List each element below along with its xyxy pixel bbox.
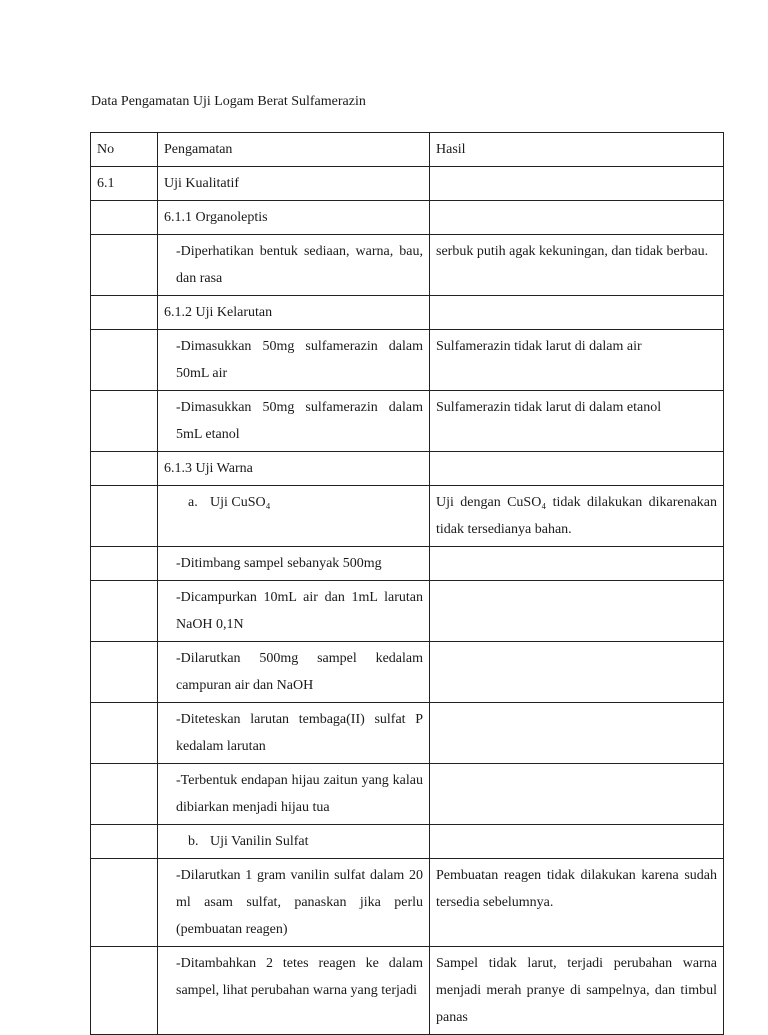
row-result: Sampel tidak larut, terjadi perubahan warna menjadi merah pranye di sampelnya, dan timbul panas (430, 947, 724, 1035)
row-observation: -Ditambahkan 2 tetes reagen ke dalam sampel, lihat perubahan warna yang terjadi (158, 947, 430, 1035)
row-no (91, 859, 158, 947)
list-index: a. (188, 495, 198, 510)
row-result (430, 296, 724, 330)
table-header-row (91, 133, 724, 167)
row-observation: -Dimasukkan 50mg sulfamerazin dalam 5mL etanol (158, 391, 430, 452)
document-title: Data Pengamatan Uji Logam Berat Sulfamerazin (91, 94, 366, 109)
row-result: Uji dengan CuSO₄ tidak dilakukan dikarenakan tidak tersedianya bahan. (430, 486, 724, 547)
row-result: serbuk putih agak kekuningan, dan tidak berbau. (430, 235, 724, 296)
row-observation: -Dilarutkan 500mg sampel kedalam campuran air dan NaOH (158, 642, 430, 703)
table-row (91, 391, 724, 452)
header-no: No (91, 133, 158, 167)
table-row (91, 764, 724, 825)
header-result: Hasil (430, 133, 724, 167)
row-result (430, 642, 724, 703)
row-result (430, 452, 724, 486)
row-no (91, 703, 158, 764)
row-observation (158, 486, 430, 547)
row-no (91, 235, 158, 296)
row-no: 6.1 (91, 167, 158, 201)
table-row (91, 547, 724, 581)
row-observation: -Ditimbang sampel sebanyak 500mg (158, 547, 430, 581)
table-row (91, 859, 724, 947)
table-row (91, 330, 724, 391)
table-row (91, 296, 724, 330)
row-observation-text: Uji Vanilin Sulfat (210, 834, 309, 849)
row-observation: -Dimasukkan 50mg sulfamerazin dalam 50mL air (158, 330, 430, 391)
row-result (430, 167, 724, 201)
table-row (91, 642, 724, 703)
table-row (91, 201, 724, 235)
row-no (91, 825, 158, 859)
row-result (430, 825, 724, 859)
header-observation: Pengamatan (158, 133, 430, 167)
row-observation: -Terbentuk endapan hijau zaitun yang kalau dibiarkan menjadi hijau tua (158, 764, 430, 825)
row-result: Pembuatan reagen tidak dilakukan karena sudah tersedia sebelumnya. (430, 859, 724, 947)
row-observation: -Dilarutkan 1 gram vanilin sulfat dalam 20 ml asam sulfat, panaskan jika perlu (pembuatan reagen) (158, 859, 430, 947)
row-no (91, 947, 158, 1035)
row-result: Sulfamerazin tidak larut di dalam etanol (430, 391, 724, 452)
observation-table (90, 132, 724, 1035)
list-index: b. (188, 834, 199, 849)
table-row (91, 167, 724, 201)
table-row (91, 947, 724, 1035)
row-observation-text: Uji CuSO₄ (210, 495, 271, 510)
table-row (91, 703, 724, 764)
row-observation: -Diperhatikan bentuk sediaan, warna, bau, dan rasa (158, 235, 430, 296)
row-result (430, 703, 724, 764)
row-observation: -Dicampurkan 10mL air dan 1mL larutan NaOH 0,1N (158, 581, 430, 642)
row-observation (158, 825, 430, 859)
row-observation: -Diteteskan larutan tembaga(II) sulfat P kedalam larutan (158, 703, 430, 764)
row-no (91, 330, 158, 391)
row-no (91, 547, 158, 581)
row-no (91, 296, 158, 330)
row-result: Sulfamerazin tidak larut di dalam air (430, 330, 724, 391)
table-row (91, 452, 724, 486)
row-no (91, 201, 158, 235)
table-row (91, 825, 724, 859)
row-no (91, 452, 158, 486)
row-result (430, 547, 724, 581)
row-result (430, 581, 724, 642)
row-observation: 6.1.1 Organoleptis (158, 201, 430, 235)
row-result (430, 201, 724, 235)
row-no (91, 581, 158, 642)
row-observation: Uji Kualitatif (158, 167, 430, 201)
row-no (91, 486, 158, 547)
table-row (91, 581, 724, 642)
table-row (91, 486, 724, 547)
row-no (91, 642, 158, 703)
row-observation: 6.1.3 Uji Warna (158, 452, 430, 486)
table-row (91, 235, 724, 296)
row-result (430, 764, 724, 825)
row-no (91, 391, 158, 452)
row-observation: 6.1.2 Uji Kelarutan (158, 296, 430, 330)
row-no (91, 764, 158, 825)
